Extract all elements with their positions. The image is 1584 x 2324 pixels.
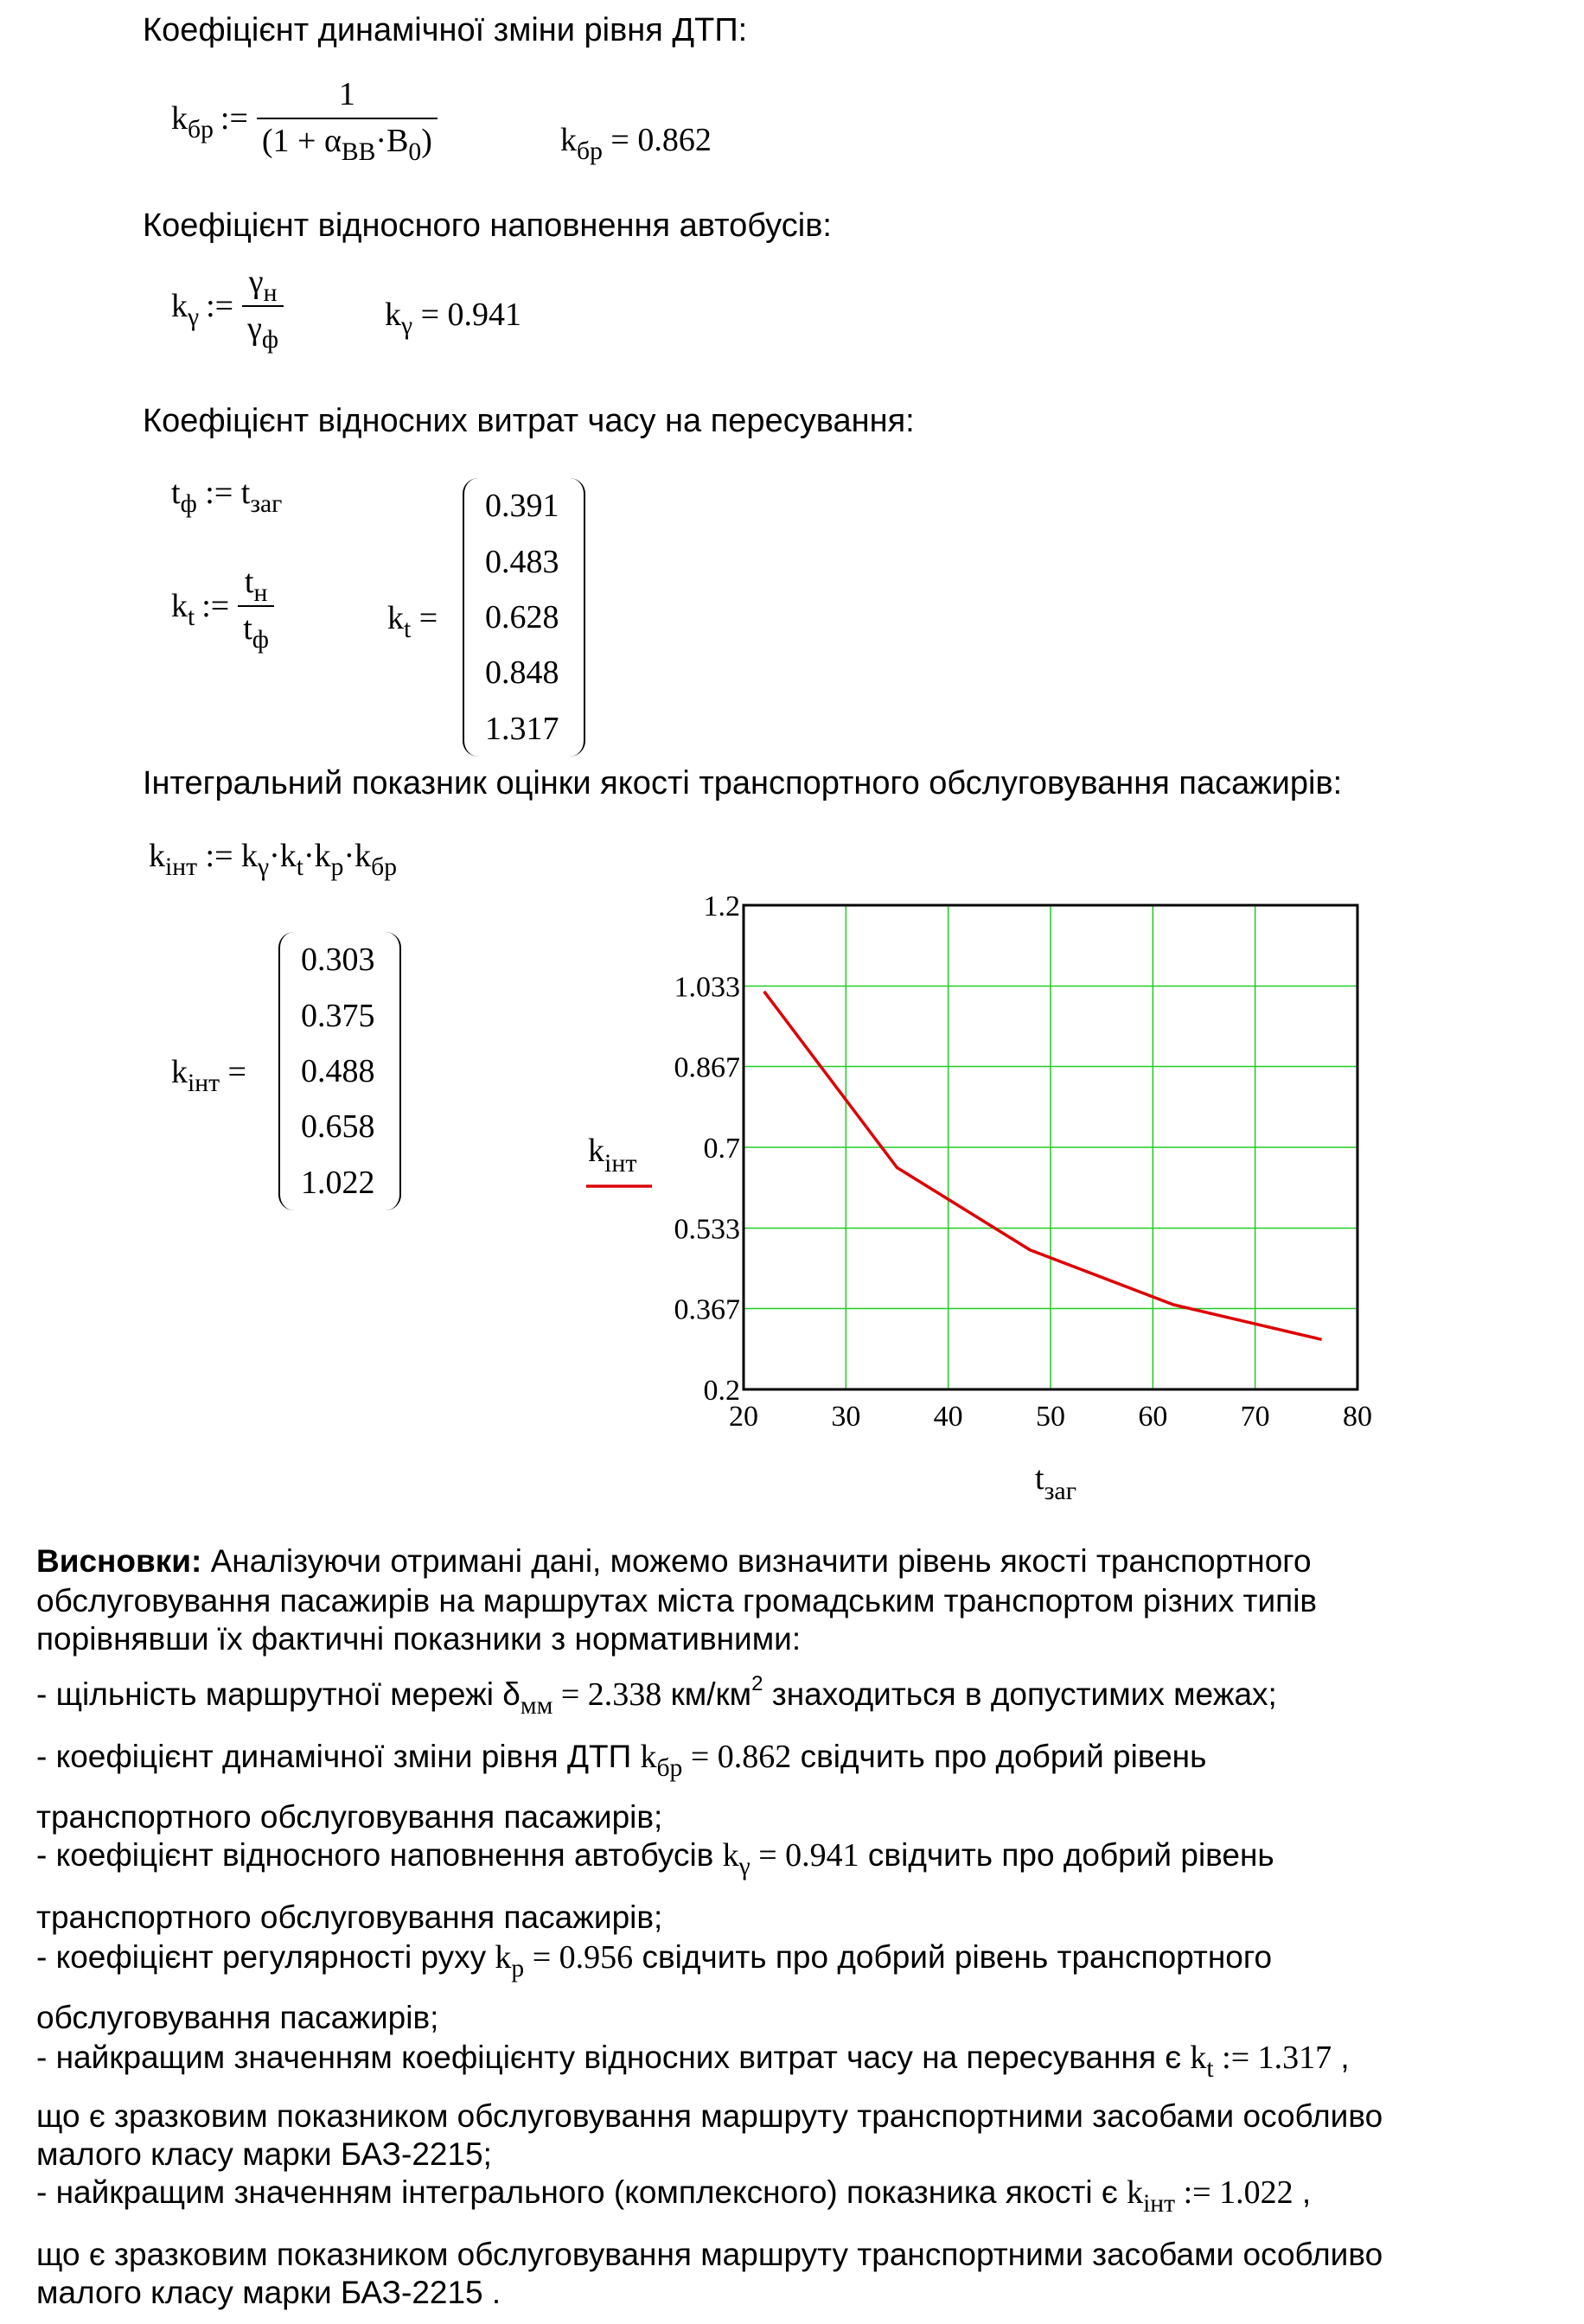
kbr-fraction [257,76,438,167]
conclusion-bullet-bus-fill: - коефіцієнт відносного наповнення автобусів $k_\gamma = 0.941$ свідчить про добрий рівень [36,1837,1274,1881]
assign-operator: := [220,99,248,137]
conclusions-title: Висновки: [36,1543,202,1579]
series-line-kint [764,992,1322,1340]
kt-vector-value: 0.483 [485,543,559,580]
kt-vector-value: 0.628 [485,598,559,635]
kint-line-chart [571,886,1383,1526]
y-tick-label: 1.2 [703,891,740,923]
kt-result-label: $k_t$ = [387,600,438,644]
conclusion-bullet-travel-time-cont: що є зразковим показником обслуговування маршруту транспортними засобами особливо [36,2098,1383,2134]
formula-kbr-definition [171,76,438,167]
y-tick-label: 0.867 [674,1051,740,1084]
y-tick-label: 0.367 [674,1293,740,1326]
x-tick-label: 80 [1343,1401,1372,1433]
conclusions-intro-line-1: Висновки: Аналізуючи отримані дані, можемо визначити рівень якості транспортного [36,1543,1312,1579]
conclusion-bullet-regularity: - коефіцієнт регулярності руху $k_р = 0.956$ свідчить про добрий рівень транспортного [36,1939,1273,1983]
conclusion-bullet-regularity-cont: обслуговування пасажирів; [36,2000,439,2035]
heading-dtp-coefficient: Коефіцієнт динамічної зміни рівня ДТП: [143,12,748,48]
x-tick-label: 40 [933,1401,963,1433]
chart-series-group [764,992,1322,1340]
formula-kgamma-definition: $k_\gamma$ := $\frac{\gamma_н}{\gamma_ф}$ [171,264,284,348]
chart-y-ticks [674,891,741,1407]
kt-vector [463,478,585,757]
y-tick-label: 0.533 [674,1213,740,1246]
kt-numerator: $t_н$ [244,564,268,608]
conclusion-bullet-integral-cont-2: малого класу марки БАЗ-2215 . [36,2275,501,2310]
kbr-denominator: $(1 + \alpha_{BB}\cdot B_0)$ [261,122,432,167]
kbr-lhs: $k_{бр}$ [171,99,214,144]
kt-denominator: $t_ф$ [243,610,269,654]
kint-vector-value: 0.375 [301,997,375,1034]
chart-grid [744,905,1357,1389]
conclusion-bullet-integral-cont: що є зразковим показником обслуговування маршруту транспортними засобами особливо [36,2237,1383,2272]
y-tick-label: 1.033 [674,971,740,1004]
kgamma-fraction [242,264,284,354]
kgamma-lhs: $k_\gamma$ [171,287,200,332]
kt-vector-value: 0.391 [485,488,559,525]
heading-travel-time-coefficient: Коефіцієнт відносних витрат часу на пересування: [143,403,915,439]
conclusions-intro-line-3: порівнявши їх фактичні показники з нормативними: [36,1621,802,1657]
conclusion-bullet-dtp: - коефіцієнт динамічної зміни рівня ДТП $k_{бр} = 0.862$ свідчить про добрий рівень [36,1739,1207,1783]
x-tick-label: 50 [1036,1401,1065,1433]
kgamma-numerator: $\gamma_н$ [248,264,278,308]
kt-vector-value: 1.317 [485,710,559,747]
chart-x-ticks [729,1401,1372,1433]
kint-result-label: $k_{інт}$ = [171,1054,246,1098]
kint-vector-value: 0.658 [301,1108,375,1146]
conclusion-bullet-travel-time: - найкращим значенням коефіцієнту відносних витрат часу на пересування є $k_t$ := 1.317 , [36,2040,1350,2084]
conclusion-bullet-integral: - найкращим значенням інтегрального (комплексного) показника якості є $k_{інт}$ := 1.022 , [36,2174,1312,2219]
formula-tf-assignment: $t_ф$ := $t_{заг}$ [171,475,283,519]
y-tick-label: 0.7 [703,1133,740,1165]
chart-x-axis-label [1035,1460,1076,1505]
conclusion-bullet-bus-fill-cont: транспортного обслуговування пасажирів; [36,1899,663,1935]
kt-fraction [238,564,274,654]
formula-kint-definition: $k_{інт}$ := $k_\gamma\cdot k_t\cdot k_р\cdot k_{бр}$ [149,838,398,882]
kint-vector-value: 0.303 [301,942,375,979]
kint-vector [278,932,401,1210]
conclusion-bullet-dtp-cont: транспортного обслуговування пасажирів; [36,1799,663,1835]
kbr-numerator: 1 [338,76,355,112]
kgamma-result: $k_\gamma = 0.941$ [385,297,522,341]
kgamma-denominator: $\gamma_ф$ [247,310,279,354]
y-tick-label: 0.2 [703,1375,740,1407]
kt-vector-value: 0.848 [485,654,559,692]
kt-lhs: $k_t$ [171,587,195,632]
formula-kt-definition: $k_t$ := $\frac{t_н}{t_ф}$ [171,564,274,648]
x-tick-label: 60 [1138,1401,1168,1433]
kint-vector-value: 0.488 [301,1052,375,1089]
kbr-result: $k_{бр} = 0.862$ [560,122,712,166]
kint-vector-value: 1.022 [301,1164,375,1201]
conclusions-intro-line-2: обслуговування пасажирів на маршрутах міста громадським транспортом різних типів [36,1583,1318,1618]
x-tick-label: 20 [729,1401,758,1433]
conclusion-bullet-travel-time-cont-2: малого класу марки БАЗ-2215; [36,2136,492,2172]
chart-y-axis-label [586,1133,652,1186]
x-tick-label: 70 [1240,1401,1270,1433]
heading-bus-fill-coefficient: Коефіцієнт відносного наповнення автобусів: [143,208,832,244]
x-axis-label-text: $t_{заг}$ [1035,1460,1077,1505]
y-axis-label-text: $k_{інт}$ [588,1133,637,1178]
x-tick-label: 30 [831,1401,861,1433]
heading-integral-indicator: Інтегральний показник оцінки якості транспортного обслуговування пасажирів: [143,765,1343,801]
conclusion-bullet-route-density: - щільність маршрутної мережі $\delta_{мм} = 2.338$ $км/км^2$ знаходиться в допустимих межах; [36,1672,1277,1721]
